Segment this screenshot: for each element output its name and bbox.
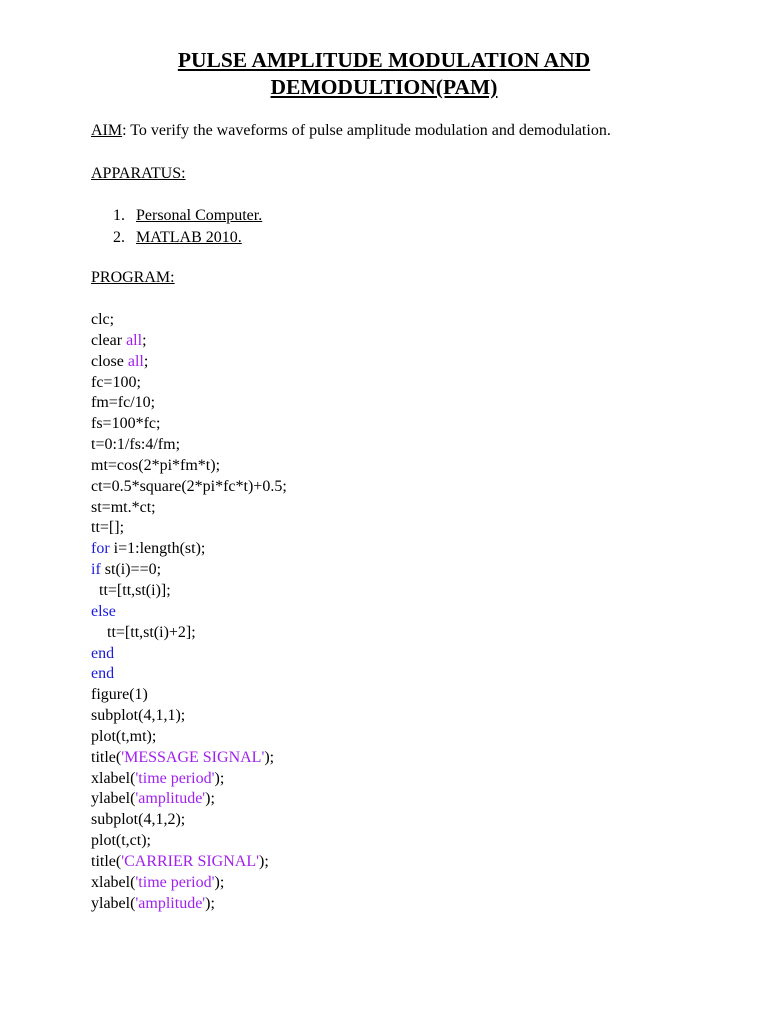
code-string: 'amplitude' <box>135 790 206 808</box>
code-text: ); <box>259 852 269 870</box>
apparatus-item <box>113 205 262 227</box>
code-line <box>91 539 287 560</box>
apparatus-item-number: 2. <box>113 228 125 246</box>
code-line <box>91 435 287 456</box>
code-line <box>91 894 287 915</box>
code-text: ); <box>205 894 215 912</box>
code-text: ylabel( <box>91 790 136 808</box>
aim-label: AIM <box>91 122 123 139</box>
code-text: ; <box>143 352 149 370</box>
apparatus-heading: APPARATUS: <box>91 165 186 182</box>
code-keyword: for <box>91 540 110 558</box>
code-keyword: else <box>91 602 116 620</box>
code-line <box>91 831 287 852</box>
code-string: 'time period' <box>135 769 215 787</box>
code-text: fs=100*fc; <box>91 415 161 433</box>
code-text: figure(1) <box>91 686 148 704</box>
title-line-1: PULSE AMPLITUDE MODULATION AND <box>177 48 591 72</box>
code-line <box>91 644 287 665</box>
code-line <box>91 727 287 748</box>
code-line <box>91 810 287 831</box>
code-string: 'CARRIER SIGNAL' <box>121 852 259 870</box>
code-line <box>91 310 287 331</box>
program-heading: PROGRAM: <box>91 269 175 286</box>
apparatus-list <box>113 205 262 248</box>
code-text: ); <box>214 769 225 787</box>
code-line <box>91 706 287 727</box>
aim-paragraph <box>91 121 611 141</box>
code-line <box>91 352 287 373</box>
code-line <box>91 498 287 519</box>
code-keyword: end <box>91 665 115 683</box>
code-keyword: if <box>91 561 101 579</box>
code-text: ; <box>142 331 147 349</box>
code-text: mt=cos(2*pi*fm*t); <box>91 456 221 474</box>
document-title <box>0 47 768 101</box>
code-text: subplot(4,1,2); <box>91 811 186 829</box>
code-text: clear <box>91 331 127 349</box>
apparatus-item <box>113 227 262 249</box>
code-line <box>91 852 287 873</box>
code-line <box>91 456 287 477</box>
code-text: st=mt.*ct; <box>91 498 156 516</box>
code-text: title( <box>91 852 122 870</box>
code-line <box>91 602 287 623</box>
aim-text: : To verify the waveforms of pulse amplitude modulation and demodulation. <box>122 122 611 139</box>
code-line <box>91 664 287 685</box>
code-line <box>91 518 287 539</box>
code-line <box>91 685 287 706</box>
code-line <box>91 873 287 894</box>
code-line <box>91 393 287 414</box>
code-text: subplot(4,1,1); <box>91 707 186 725</box>
code-line <box>91 477 287 498</box>
code-line <box>91 769 287 790</box>
code-text: close <box>91 352 128 370</box>
code-text: i=1:length(st); <box>109 540 206 558</box>
code-keyword: end <box>91 644 115 662</box>
code-line <box>91 560 287 581</box>
code-string: 'time period' <box>135 873 215 891</box>
code-text: ); <box>214 873 225 891</box>
code-string: all <box>126 331 143 349</box>
code-string: all <box>127 352 144 370</box>
code-text: ); <box>264 748 275 766</box>
code-text: fm=fc/10; <box>91 394 156 412</box>
code-line <box>91 373 287 394</box>
code-text: plot(t,ct); <box>91 832 151 850</box>
code-text: tt=[tt,st(i)+2]; <box>91 623 196 641</box>
code-text: title( <box>91 748 122 766</box>
program-code-block <box>91 310 287 914</box>
code-text: clc; <box>91 311 115 328</box>
code-text: tt=[]; <box>91 519 125 537</box>
code-text: ); <box>205 790 215 808</box>
code-text: tt=[tt,st(i)]; <box>91 581 171 599</box>
code-text: fc=100; <box>91 373 141 391</box>
code-string: 'amplitude' <box>135 894 206 912</box>
title-line-2: DEMODULTION(PAM) <box>270 75 498 99</box>
code-text: xlabel( <box>91 769 136 787</box>
code-line <box>91 414 287 435</box>
code-text: ylabel( <box>91 894 136 912</box>
apparatus-item-text: MATLAB 2010. <box>136 228 242 246</box>
code-string: 'MESSAGE SIGNAL' <box>121 748 265 766</box>
code-line <box>91 331 287 352</box>
code-line <box>91 581 287 602</box>
code-text: xlabel( <box>91 873 136 891</box>
code-line <box>91 748 287 769</box>
code-line <box>91 623 287 644</box>
apparatus-item-number: 1. <box>113 207 125 224</box>
code-text: ct=0.5*square(2*pi*fc*t)+0.5; <box>91 477 287 495</box>
apparatus-item-text: Personal Computer. <box>136 207 263 224</box>
code-text: t=0:1/fs:4/fm; <box>91 436 181 454</box>
code-line <box>91 789 287 810</box>
code-text: st(i)==0; <box>100 561 162 579</box>
code-text: plot(t,mt); <box>91 727 157 745</box>
